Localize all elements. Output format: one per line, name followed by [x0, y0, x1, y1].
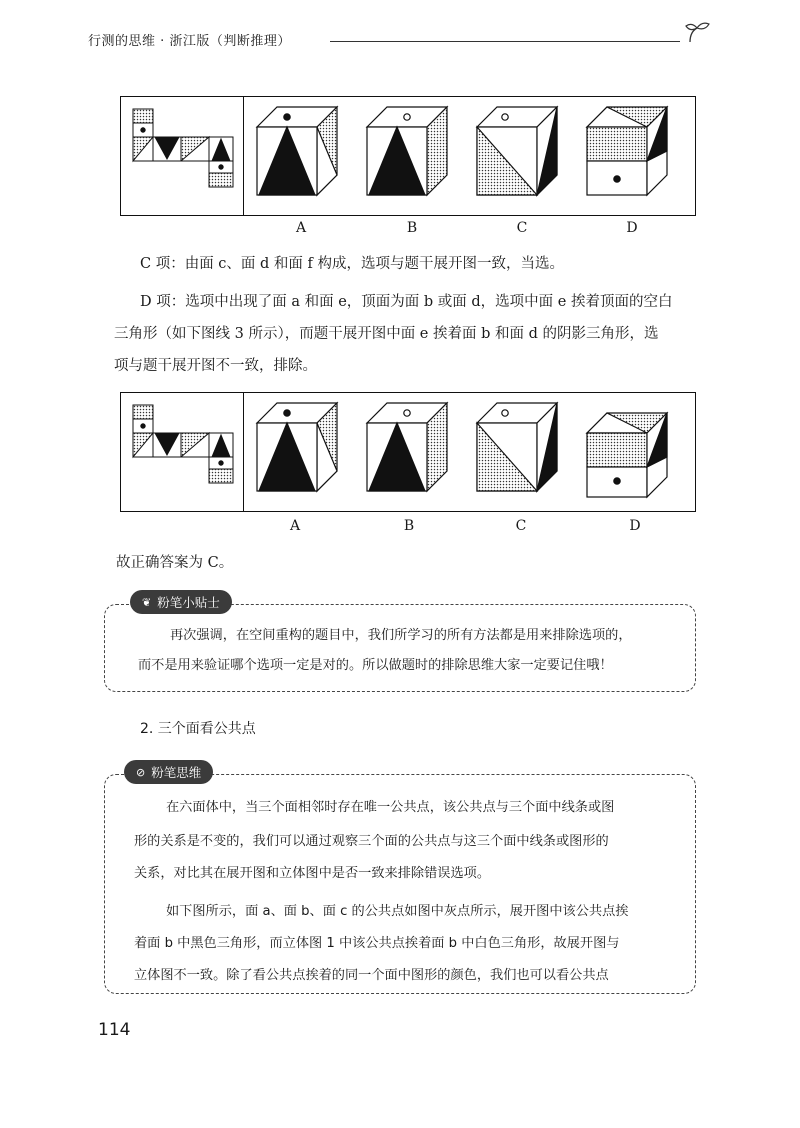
figure-1-divider: [243, 97, 244, 215]
fig2-label-d: D: [629, 518, 641, 534]
sprout-icon: [680, 20, 714, 48]
option-c-explanation: C 项：由面 c、面 d 和面 f 构成，选项与题干展开图一致，当选。: [140, 256, 565, 272]
tip-line-2: 而不是用来验证哪个选项一定是对的。所以做题时的排除思维大家一定要记住哦！: [138, 658, 613, 673]
page-number: 114: [98, 1020, 131, 1040]
tip-tag-label: 粉笔小贴士: [157, 595, 220, 610]
think-line-2: 形的关系是不变的，我们可以通过观察三个面的公共点与这三个面中线条或图形的: [134, 834, 609, 849]
fig1-label-c: C: [516, 220, 528, 236]
fig1-cube-c: [477, 107, 557, 195]
header-rule: [330, 41, 680, 42]
think-line-1: 在六面体中，当三个面相邻时存在唯一公共点，该公共点与三个面中线条或图: [166, 800, 615, 815]
figure-2: [120, 392, 696, 512]
fig1-label-d: D: [626, 220, 638, 236]
fig2-label-b: B: [403, 518, 415, 534]
figure-1: [120, 96, 696, 216]
running-header: 行测的思维 · 浙江版（判断推理）: [88, 34, 291, 49]
figure-1-net: [121, 97, 243, 215]
fig2-cube-d: [587, 413, 667, 497]
tip-line-1: 再次强调，在空间重构的题目中，我们所学习的所有方法都是用来排除选项的，: [170, 628, 632, 643]
answer-line: 故正确答案为 C。: [116, 555, 234, 571]
option-d-explanation-3: 项与题干展开图不一致，排除。: [114, 358, 317, 374]
fig2-label-c: C: [515, 518, 527, 534]
sprout-icon: ❦: [142, 595, 152, 609]
figure-2-divider: [243, 393, 244, 511]
fig2-label-a: A: [289, 518, 301, 534]
section-heading: 2. 三个面看公共点: [140, 721, 256, 737]
think-line-6: 立体图不一致。除了看公共点挨着的同一个面中图形的颜色，我们也可以看公共点: [134, 968, 609, 983]
think-line-3: 关系，对比其在展开图和立体图中是否一致来排除错误选项。: [134, 866, 491, 881]
fig1-cube-a: [257, 107, 337, 195]
think-tag: [124, 760, 213, 784]
fig1-cube-b: [367, 107, 447, 195]
tip-tag: [130, 590, 232, 614]
think-tag-label: 粉笔思维: [151, 765, 202, 780]
figure-1-cubes: [247, 97, 693, 215]
think-line-5: 着面 b 中黑色三角形，而立体图 1 中该公共点挨着面 b 中白色三角形，故展开图与: [134, 936, 620, 951]
figure-2-cubes: [247, 393, 693, 511]
option-d-explanation-2: 三角形（如下图线 3 所示），而题干展开图中面 e 挨着面 b 和面 d 的阴影三角形，选: [114, 326, 659, 342]
fig2-cube-b: [367, 403, 447, 491]
figure-2-net: [121, 393, 243, 511]
fig1-label-b: B: [406, 220, 418, 236]
no-sign-icon: ⊘: [136, 765, 146, 779]
fig2-cube-a: [257, 403, 337, 491]
fig1-label-a: A: [295, 220, 307, 236]
think-line-4: 如下图所示，面 a、面 b、面 c 的公共点如图中灰点所示，展开图中该公共点挨: [166, 904, 629, 919]
option-d-explanation-1: D 项：选项中出现了面 a 和面 e，顶面为面 b 或面 d，选项中面 e 挨着顶面的空白: [140, 294, 673, 310]
fig1-cube-d: [587, 107, 667, 195]
fig2-cube-c: [477, 403, 557, 491]
